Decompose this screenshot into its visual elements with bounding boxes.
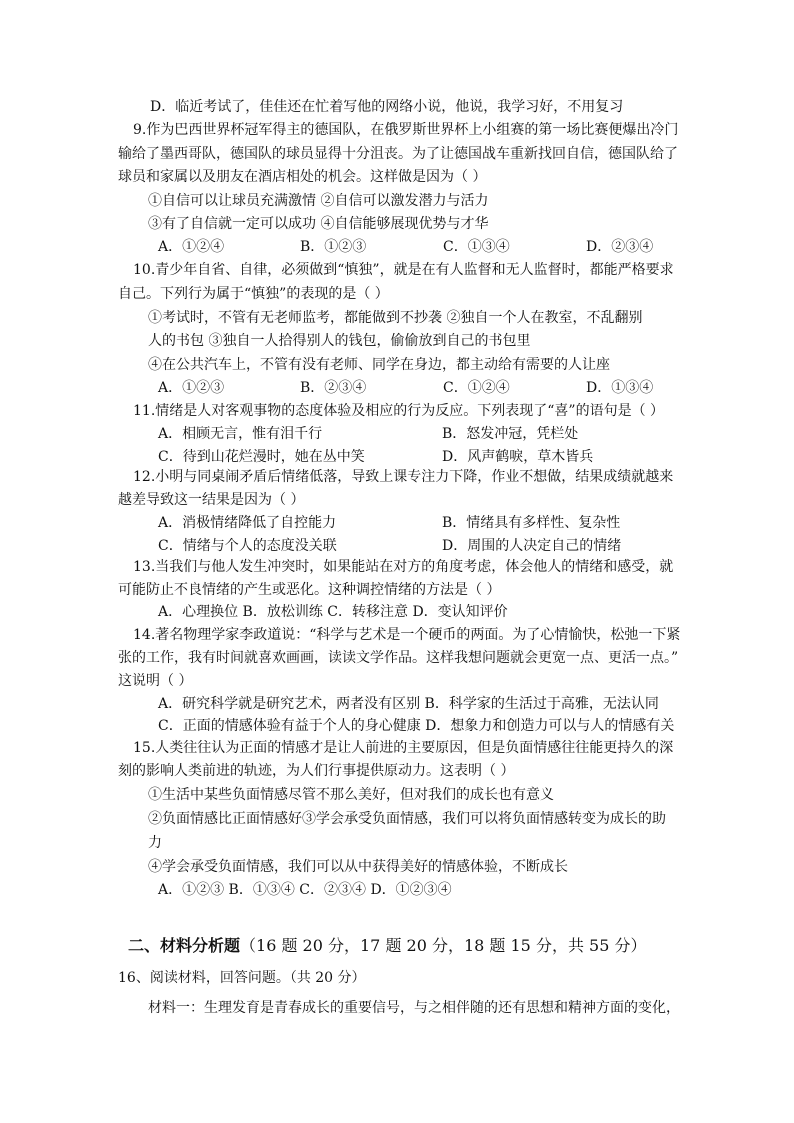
q9-option-b: B．①②③ bbox=[300, 239, 367, 255]
section-2-score-note: （16 题 20 分，17 题 20 分，18 题 15 分，共 55 分） bbox=[240, 936, 647, 955]
q9-option-c: C．①③④ bbox=[443, 239, 510, 255]
q16-stem: 16、阅读材料，回答问题。（共 20 分） bbox=[118, 970, 366, 986]
q10-stem-line-2: 自己。下列行为属于“慎独”的表现的是（ ） bbox=[118, 286, 389, 302]
q11-option-d: D．风声鹤唳，草木皆兵 bbox=[442, 449, 594, 465]
q15-statement-2: ②负面情感比正面情感好③学会承受负面情感，我们可以将负面情感转变为成长的助 bbox=[148, 811, 666, 827]
q9-stem-line-3: 球员和家属以及朋友在酒店相处的机会。这样做是因为（ ） bbox=[118, 169, 487, 185]
q14-options-line-1: A．研究科学就是研究艺术，两者没有区别 B．科学家的生活过于高雅，无法认同 bbox=[158, 696, 659, 712]
q15-statement-3: ④学会承受负面情感，我们可以从中获得美好的情感体验，不断成长 bbox=[148, 859, 568, 875]
q9-option-d: D．②③④ bbox=[586, 239, 654, 255]
q13-stem-line-2: 可能防止不良情绪的产生或恶化。这种调控情绪的方法是（ ） bbox=[118, 582, 501, 598]
q9-stem-line-2: 输给了墨西哥队，德国队的球员显得十分沮丧。为了让德国战车重新找回自信，德国队给了 bbox=[118, 146, 678, 162]
q11-option-c: C．待到山花烂漫时，她在丛中笑 bbox=[158, 449, 365, 465]
q12-option-a: A．消极情绪降低了自控能力 bbox=[158, 515, 337, 531]
q11-stem: 11.情绪是人对客观事物的态度体验及相应的行为反应。下列表现了“喜”的语句是（ ） bbox=[133, 403, 665, 419]
q10-option-d: D．①③④ bbox=[586, 380, 654, 396]
q10-option-c: C．①②④ bbox=[443, 380, 510, 396]
q8-option-d: D．临近考试了，佳佳还在忙着写他的网络小说，他说，我学习好，不用复习 bbox=[150, 99, 624, 115]
q14-stem-line-1: 14.著名物理学家李政道说：“科学与艺术是一个硬币的两面。为了心情愉快，松弛一下紧 bbox=[133, 627, 681, 643]
q14-stem-line-3: 这说明（ ） bbox=[118, 673, 193, 689]
q10-statement-3: ④在公共汽车上，不管有没有老师、同学在身边，都主动给有需要的人让座 bbox=[148, 357, 610, 373]
q15-options: A．①②③ B．①③④ C．②③④ D．①②③④ bbox=[158, 882, 452, 898]
q10-statement-2: 人的书包 ③独自一人拾得别人的钱包，偷偷放到自己的书包里 bbox=[148, 333, 531, 349]
q12-stem-line-1: 12.小明与同桌闹矛盾后情绪低落，导致上课专注力下降，作业不想做，结果成绩就越来 bbox=[133, 469, 674, 485]
q9-statement-2: ③有了自信就一定可以成功 ④自信能够展现优势与才华 bbox=[148, 216, 489, 232]
q12-option-d: D．周围的人决定自己的情绪 bbox=[442, 538, 622, 554]
q10-option-b: B．②③④ bbox=[300, 380, 367, 396]
q12-stem-line-2: 越差导致这一结果是因为（ ） bbox=[118, 492, 305, 508]
q15-stem-line-1: 15.人类往往认为正面的情感才是让人前进的主要原因，但是负面情感往往能更持久的深 bbox=[133, 740, 674, 756]
q12-option-c: C．情绪与个人的态度没关联 bbox=[158, 538, 337, 554]
q13-options: A．心理换位 B．放松训练 C．转移注意 D．变认知评价 bbox=[158, 604, 508, 620]
q15-stem-line-2: 刻的影响人类前进的轨迹，为人们行事提供原动力。这表明（ ） bbox=[118, 763, 515, 779]
q12-option-b: B．情绪具有多样性、复杂性 bbox=[442, 515, 621, 531]
q14-stem-line-2: 张的工作，我有时间就喜欢画画，读读文学作品。这样我想问题就会更宽一点、更活一点。” bbox=[118, 650, 679, 666]
q11-option-a: A．相顾无言，惟有泪千行 bbox=[158, 426, 323, 442]
section-2-heading: 二、材料分析题 bbox=[128, 936, 241, 955]
q16-material-1: 材料一：生理发育是青春成长的重要信号，与之相伴随的还有思想和精神方面的变化， bbox=[148, 1000, 680, 1016]
q10-statement-1: ①考试时，不管有无老师监考，都能做到不抄袭 ②独自一个人在教室，不乱翻别 bbox=[148, 310, 643, 326]
q9-option-a: A．①②④ bbox=[158, 239, 225, 255]
section-2-title bbox=[128, 934, 646, 958]
q11-option-b: B．怒发冲冠，凭栏处 bbox=[442, 426, 579, 442]
q9-statement-1: ①自信可以让球员充满激情 ②自信可以激发潜力与活力 bbox=[148, 193, 489, 209]
q10-option-a: A．①②③ bbox=[158, 380, 225, 396]
q9-stem-line-1: 9.作为巴西世界杯冠军得主的德国队，在俄罗斯世界杯上小组赛的第一场比赛便爆出冷门 bbox=[133, 122, 679, 138]
q13-stem-line-1: 13.当我们与他人发生冲突时，如果能站在对方的角度考虑，体会他人的情绪和感受，就 bbox=[133, 559, 674, 575]
q15-statement-2-cont: 力 bbox=[148, 835, 162, 851]
q14-options-line-2: C．正面的情感体验有益于个人的身心健康 D．想象力和创造力可以与人的情感有关 bbox=[158, 718, 675, 734]
q10-stem-line-1: 10.青少年自省、自律，必须做到“慎独”，就是在有人监督和无人监督时，都能严格要求 bbox=[133, 262, 674, 278]
q15-statement-1: ①生活中某些负面情感尽管不那么美好，但对我们的成长也有意义 bbox=[148, 787, 554, 803]
